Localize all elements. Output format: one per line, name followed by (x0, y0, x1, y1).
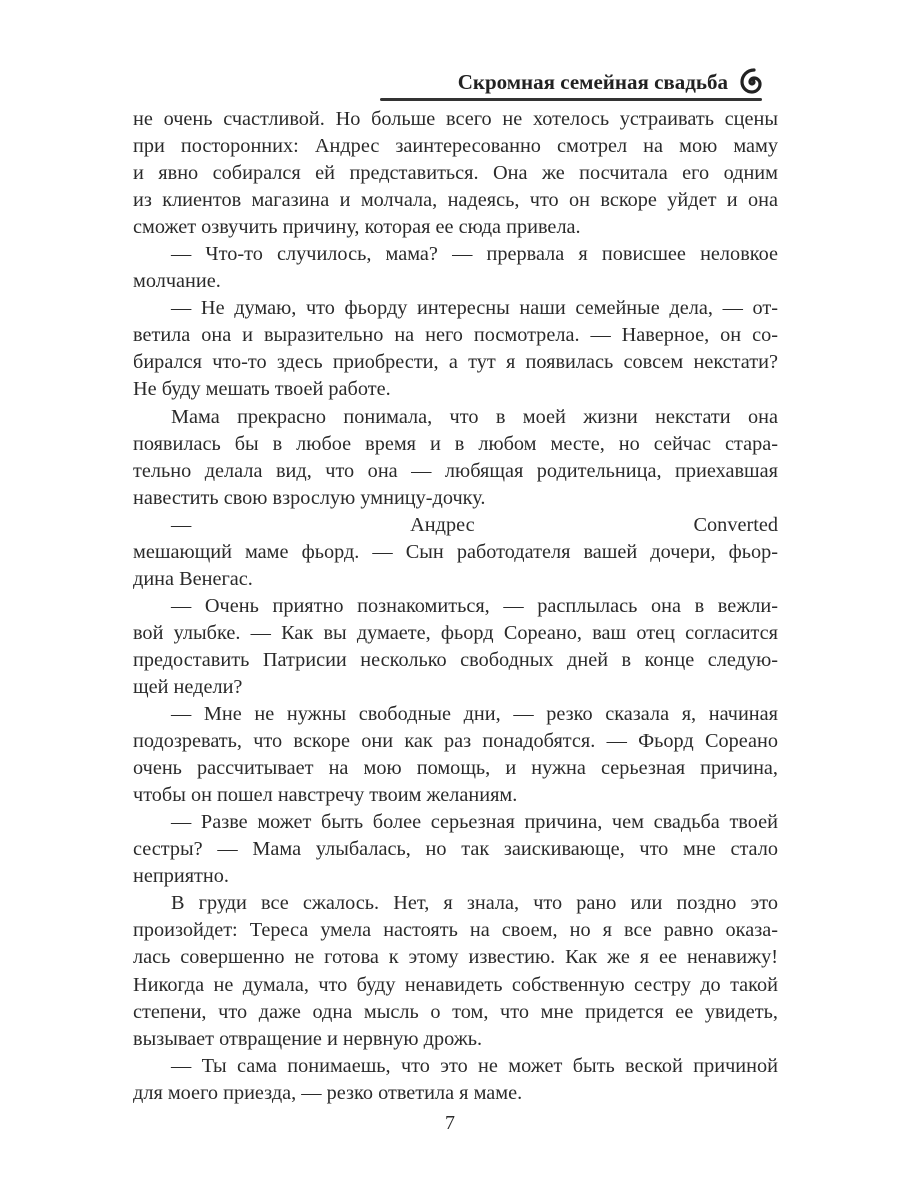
text-line: чтобы он пошел навстречу твоим желаниям. (133, 784, 518, 807)
text-line: лась совершенно не готова к этому известию. Как же я ее ненавижу! (133, 946, 778, 969)
text-line: очень рассчитывает на мою помощь, и нужна серьезная причина, (133, 757, 778, 780)
paragraph (133, 404, 778, 512)
text-line: — Андрес Converted (171, 513, 778, 536)
text-line: ветила она и выразительно на него посмотрела. — Наверное, он со- (133, 324, 778, 347)
text-line: — Не думаю, что фьорду интересны наши семейные дела, — от- (171, 297, 778, 320)
text-line: сестры? — Мама улыбалась, но так заискивающе, что мне стало (133, 838, 778, 861)
text-line: дина Венегас. (133, 567, 253, 590)
text-line: — Мне не нужны свободные дни, — резко сказала я, начиная (171, 703, 778, 726)
text-line: Не буду мешать твоей работе. (133, 378, 391, 401)
text-line: сможет озвучить причину, которая ее сюда привела. (133, 216, 581, 239)
text-line: Никогда не думала, что буду ненавидеть собственную сестру до такой (133, 973, 778, 996)
text-line: В груди все сжалось. Нет, я знала, что рано или поздно это (171, 892, 778, 915)
page-number: 7 (445, 1112, 455, 1134)
text-line: Мама прекрасно понимала, что в моей жизни некстати она (171, 405, 778, 428)
text-line: молчание. (133, 270, 221, 293)
text-line: щей недели? (133, 675, 243, 698)
paragraph (133, 890, 778, 1052)
text-line: — Что-то случилось, мама? — прервала я повисшее неловкое (171, 243, 778, 266)
text-line: появилась бы в любое время и в любом месте, но сейчас стара- (133, 432, 778, 455)
chapter-title: Скромная семейная свадьба (457, 70, 728, 94)
paragraph (133, 1053, 778, 1107)
paragraph (133, 701, 778, 809)
text-line: не очень счастливой. Но больше всего не хотелось устраивать сцены (133, 108, 778, 130)
paragraph (133, 809, 778, 890)
text-line: произойдет: Тереса умела настоять на своем, но я все равно оказа- (133, 919, 778, 942)
text-line: подозревать, что вскоре они как раз понадобятся. — Фьорд Сореано (133, 730, 778, 753)
text-line: вызывает отвращение и нервную дрожь. (133, 1027, 483, 1050)
body-text (133, 106, 778, 1107)
paragraph (133, 512, 778, 593)
paragraph (133, 295, 778, 403)
paragraph (133, 106, 778, 241)
text-line: предоставить Патрисии несколько свободных дней в конце следую- (133, 648, 778, 671)
paragraph (133, 241, 778, 295)
spiral-icon (736, 66, 768, 98)
text-line: для моего приезда, — резко ответила я маме. (133, 1081, 523, 1104)
text-line: из клиентов магазина и молчала, надеясь, что он вскоре уйдет и она (133, 189, 778, 212)
text-line: бирался что-то здесь приобрести, а тут я появилась совсем некстати? (133, 351, 778, 374)
text-line: и явно собирался ей представиться. Она же посчитала его одним (133, 162, 778, 185)
text-line: мешающий маме фьорд. — Сын работодателя вашей дочери, фьор- (133, 540, 778, 563)
header-rule (380, 98, 762, 101)
text-line: вой улыбке. — Как вы думаете, фьорд Сореано, ваш отец согласится (133, 621, 778, 644)
text-line: — Ты сама понимаешь, что это не может быть веской причиной (171, 1054, 778, 1077)
text-line: — Разве может быть более серьезная причина, чем свадьба твоей (171, 811, 778, 834)
text-line: тельно делала вид, что она — любящая родительница, приехавшая (133, 459, 778, 482)
text-line: — Очень приятно познакомиться, — расплылась она в вежли- (171, 594, 778, 617)
text-line: степени, что даже одна мысль о том, что мне придется ее увидеть, (133, 1000, 778, 1023)
text-line: неприятно. (133, 865, 229, 888)
text-line: навестить свою взрослую умницу-дочку. (133, 486, 486, 509)
text-line: при посторонних: Андрес заинтересованно смотрел на мою маму (133, 135, 778, 158)
paragraph (133, 593, 778, 701)
running-header (380, 62, 780, 106)
